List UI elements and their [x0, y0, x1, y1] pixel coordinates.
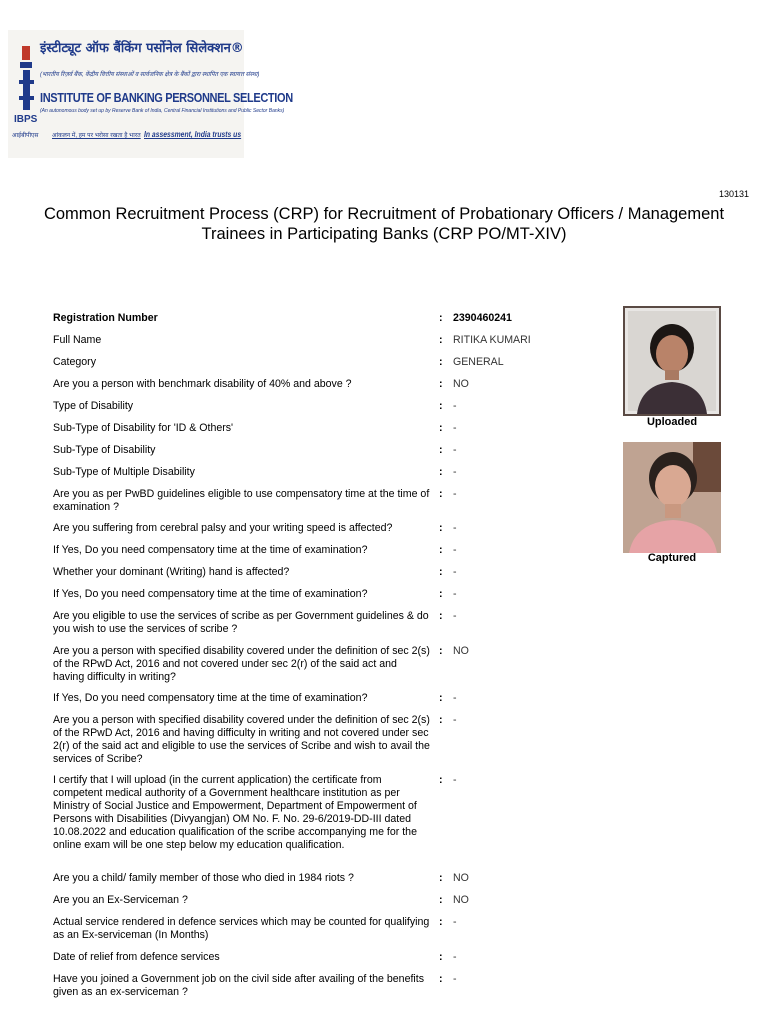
field-separator: : [439, 894, 443, 906]
field-label: If Yes, Do you need compensatory time at the time of examination? [53, 692, 368, 704]
field-value: NO [453, 645, 469, 657]
field-value: - [453, 444, 457, 456]
field-label: Are you an Ex-Serviceman ? [53, 894, 188, 906]
field-separator: : [439, 544, 443, 556]
ibps-logo [8, 30, 293, 158]
field-label: Registration Number [53, 312, 158, 324]
field-separator: : [439, 973, 443, 985]
logo-hindi-name: इंस्टीट्यूट ऑफ बैंकिंग पर्सोनेल सिलेक्शन® [40, 41, 244, 56]
logo-motto-english: In assessment, India trusts us [144, 130, 242, 139]
field-separator: : [439, 422, 443, 434]
field-label: Sub-Type of Disability [53, 444, 156, 456]
field-label: Are you eligible to use the services of scribe as per Government guidelines & do you wish to use the services of scribe ? [53, 610, 429, 635]
logo-hindi-subline: (भारतीय रिज़र्व बैंक, केंद्रीय वित्तीय संस्थाओं व सार्वजनिक क्षेत्र के बैंकों द्वारा स्थापित एक स्वायत्त संस्था) [40, 72, 260, 78]
field-label: Are you as per PwBD guidelines eligible to use compensatory time at the time of examination ? [53, 488, 430, 513]
logo-motto-hindi: आंकलन में, हम पर भरोसा रखता है भारत [52, 133, 141, 139]
field-label: Sub-Type of Disability for 'ID & Others' [53, 422, 234, 434]
field-value: - [453, 610, 457, 622]
logo-acronym-hindi: आईबीपीएस [12, 133, 39, 139]
field-separator: : [439, 334, 443, 346]
field-value: - [453, 488, 457, 500]
logo-acronym: IBPS [14, 114, 38, 125]
field-label: If Yes, Do you need compensatory time at the time of examination? [53, 544, 368, 556]
field-value: - [453, 544, 457, 556]
field-label: Are you a person with benchmark disability of 40% and above ? [53, 378, 352, 390]
field-label: Date of relief from defence services [53, 951, 220, 963]
field-separator: : [439, 566, 443, 578]
field-value: - [453, 951, 457, 963]
captured-caption: Captured [647, 552, 697, 564]
field-separator: : [439, 444, 443, 456]
field-label: Whether your dominant (Writing) hand is affected? [53, 566, 290, 578]
field-value: - [453, 714, 457, 726]
field-label: Are you suffering from cerebral palsy and your writing speed is affected? [53, 522, 393, 534]
field-value: - [453, 422, 457, 434]
field-value: RITIKA KUMARI [453, 334, 531, 346]
document-code: 130131 [718, 189, 749, 199]
field-separator: : [439, 588, 443, 600]
field-label: Are you a person with specified disability covered under the definition of sec 2(s) of the RPwD Act, 2016 and not covered under sec 2(r) of the said act and having difficulty in writing? [53, 645, 430, 683]
field-separator: : [439, 951, 443, 963]
field-value: - [453, 916, 457, 928]
field-label: Sub-Type of Multiple Disability [53, 466, 195, 478]
field-value: NO [453, 894, 469, 906]
field-separator: : [439, 312, 443, 324]
field-separator: : [439, 466, 443, 478]
field-separator: : [439, 692, 443, 704]
field-separator: : [439, 488, 443, 500]
field-separator: : [439, 714, 443, 726]
field-value: - [453, 774, 457, 786]
field-value: - [453, 400, 457, 412]
field-separator: : [439, 522, 443, 534]
field-separator: : [439, 610, 443, 622]
field-separator: : [439, 774, 443, 786]
logo-english-subline: (An autonomous body set up by Reserve Bank of India, Central Financial Institutions and Public Sector Banks) [40, 108, 285, 114]
uploaded-photo [623, 306, 721, 416]
field-value: NO [453, 872, 469, 884]
field-separator: : [439, 872, 443, 884]
field-separator: : [439, 916, 443, 928]
field-label: If Yes, Do you need compensatory time at the time of examination? [53, 588, 368, 600]
field-label: Are you a person with specified disability covered under the definition of sec 2(s) of the RPwD Act, 2016 and having difficulty in writing and not covered under sec 2(r) of the said act and eligible to use the services of Scribe and wish to avail the services of Scribe? [53, 714, 430, 765]
field-value: GENERAL [453, 356, 504, 368]
field-value: - [453, 522, 457, 534]
person-photo-icon [623, 442, 721, 553]
person-photo-icon [625, 308, 719, 414]
uploaded-caption: Uploaded [646, 416, 698, 428]
field-value: - [453, 566, 457, 578]
field-label: Category [53, 356, 96, 368]
field-separator: : [439, 400, 443, 412]
field-label: Actual service rendered in defence services which may be counted for qualifying as an Ex-serviceman (In Months) [53, 916, 430, 941]
field-value: - [453, 466, 457, 478]
field-label: Are you a child/ family member of those who died in 1984 riots ? [53, 872, 354, 884]
field-separator: : [439, 645, 443, 657]
page-title: Common Recruitment Process (CRP) for Recruitment of Probationary Officers / Management Trainees in Participating Banks (CRP PO/MT-XIV) [43, 205, 725, 243]
field-value: - [453, 973, 457, 985]
field-label: Full Name [53, 334, 102, 346]
field-label: Have you joined a Government job on the civil side after availing of the benefits given as an ex-serviceman ? [53, 973, 424, 998]
field-separator: : [439, 378, 443, 390]
field-label: Type of Disability [53, 400, 134, 412]
field-value: - [453, 588, 457, 600]
field-value: NO [453, 378, 469, 390]
logo-english-name: INSTITUTE OF BANKING PERSONNEL SELECTION [40, 91, 293, 105]
field-separator: : [439, 356, 443, 368]
captured-photo [623, 442, 721, 553]
field-label: I certify that I will upload (in the current application) the certificate from competent medical authority of a Government healthcare institution as per Ministry of Social Justice and Empowerment, Department of Empowerment of Persons with Disabilities (Divyangjan) OM No. F. No. 29-6/2019-DD-III dated 10.08.2022 and education qualification of the scribe accompanying me for the online exam will be one step below my education qualification. [53, 774, 417, 851]
field-value: - [453, 692, 457, 704]
field-value: 2390460241 [453, 312, 512, 324]
